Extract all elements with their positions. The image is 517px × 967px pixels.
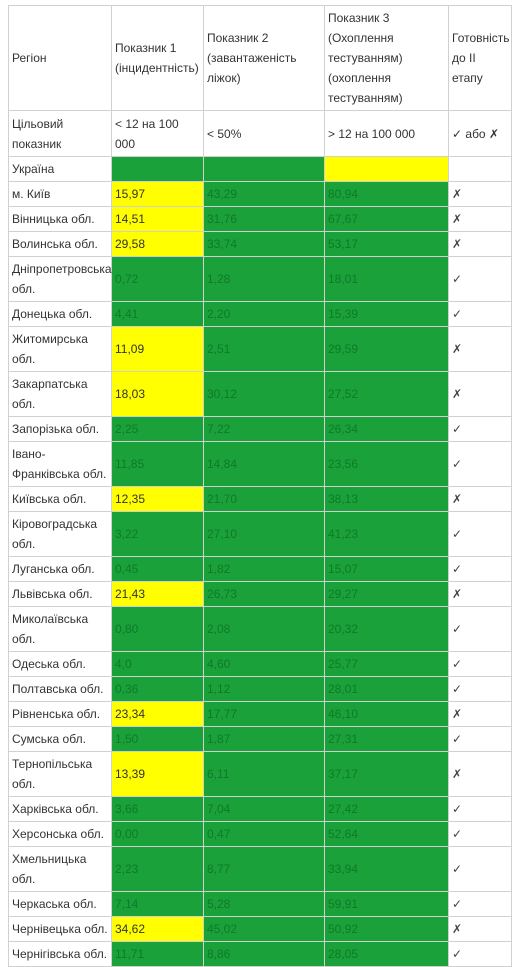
region-cell: Хмельницька обл. bbox=[9, 847, 112, 892]
region-cell: Одеська обл. bbox=[9, 652, 112, 677]
readiness-cell: ✗ bbox=[449, 702, 512, 727]
indicator-2-cell bbox=[204, 157, 325, 182]
region-cell: Волинська обл. bbox=[9, 232, 112, 257]
readiness-cell: ✓ bbox=[449, 677, 512, 702]
table-row bbox=[9, 582, 512, 607]
region-cell: Закарпатська обл. bbox=[9, 372, 112, 417]
indicator-1-cell: 4,41 bbox=[112, 302, 204, 327]
region-cell: Тернопільська обл. bbox=[9, 752, 112, 797]
readiness-cell: ✓ bbox=[449, 822, 512, 847]
indicator-2-cell: 45,02 bbox=[204, 917, 325, 942]
target-indicator-3: > 12 на 100 000 bbox=[325, 111, 449, 157]
indicator-3-cell: 29,59 bbox=[325, 327, 449, 372]
indicator-2-cell: 5,28 bbox=[204, 892, 325, 917]
header-row bbox=[9, 6, 512, 111]
indicator-1-cell: 3,22 bbox=[112, 512, 204, 557]
header-region: Регіон bbox=[9, 6, 112, 111]
table-body bbox=[9, 6, 512, 967]
indicator-1-cell: 11,85 bbox=[112, 442, 204, 487]
indicator-3-cell: 15,07 bbox=[325, 557, 449, 582]
indicator-1-cell: 18,03 bbox=[112, 372, 204, 417]
indicator-3-cell: 23,56 bbox=[325, 442, 449, 487]
target-indicator-1: < 12 на 100 000 bbox=[112, 111, 204, 157]
table-row bbox=[9, 727, 512, 752]
readiness-cell: ✓ bbox=[449, 942, 512, 967]
table-row bbox=[9, 892, 512, 917]
indicator-3-cell: 50,92 bbox=[325, 917, 449, 942]
readiness-cell: ✓ bbox=[449, 727, 512, 752]
indicator-3-cell: 59,91 bbox=[325, 892, 449, 917]
indicator-1-cell: 21,43 bbox=[112, 582, 204, 607]
header-readiness: Готовність до ІІ етапу bbox=[449, 6, 512, 111]
table-row bbox=[9, 327, 512, 372]
region-cell: Україна bbox=[9, 157, 112, 182]
table-row bbox=[9, 677, 512, 702]
table-row bbox=[9, 917, 512, 942]
table-row bbox=[9, 372, 512, 417]
readiness-cell: ✓ bbox=[449, 797, 512, 822]
indicator-3-cell: 27,52 bbox=[325, 372, 449, 417]
readiness-cell: ✓ bbox=[449, 892, 512, 917]
indicator-2-cell: 26,73 bbox=[204, 582, 325, 607]
table-row bbox=[9, 207, 512, 232]
indicator-3-cell: 26,34 bbox=[325, 417, 449, 442]
indicator-1-cell: 11,09 bbox=[112, 327, 204, 372]
indicator-3-cell: 38,13 bbox=[325, 487, 449, 512]
indicator-2-cell: 17,77 bbox=[204, 702, 325, 727]
table-row bbox=[9, 157, 512, 182]
readiness-cell: ✗ bbox=[449, 327, 512, 372]
readiness-cell: ✓ bbox=[449, 512, 512, 557]
indicator-1-cell: 2,25 bbox=[112, 417, 204, 442]
readiness-cell: ✗ bbox=[449, 487, 512, 512]
indicator-3-cell: 28,05 bbox=[325, 942, 449, 967]
indicator-3-cell: 80,94 bbox=[325, 182, 449, 207]
indicator-2-cell: 8,77 bbox=[204, 847, 325, 892]
table-row bbox=[9, 847, 512, 892]
table-row bbox=[9, 182, 512, 207]
readiness-cell: ✗ bbox=[449, 372, 512, 417]
indicator-1-cell: 34,62 bbox=[112, 917, 204, 942]
header-indicator-3: Показник 3 (Охоплення тестуванням) (охоплення тестуванням) bbox=[325, 6, 449, 111]
indicator-1-cell: 2,23 bbox=[112, 847, 204, 892]
readiness-cell bbox=[449, 157, 512, 182]
region-cell: Івано-Франківська обл. bbox=[9, 442, 112, 487]
indicator-2-cell: 6,11 bbox=[204, 752, 325, 797]
region-cell: Миколаївська обл. bbox=[9, 607, 112, 652]
indicator-3-cell: 37,17 bbox=[325, 752, 449, 797]
indicator-3-cell: 27,42 bbox=[325, 797, 449, 822]
indicator-2-cell: 30,12 bbox=[204, 372, 325, 417]
readiness-cell: ✓ bbox=[449, 652, 512, 677]
indicator-1-cell: 0,00 bbox=[112, 822, 204, 847]
indicator-1-cell: 4,0 bbox=[112, 652, 204, 677]
table-row bbox=[9, 257, 512, 302]
region-cell: Вінницька обл. bbox=[9, 207, 112, 232]
table-row bbox=[9, 417, 512, 442]
indicator-3-cell bbox=[325, 157, 449, 182]
indicator-2-cell: 33,74 bbox=[204, 232, 325, 257]
region-cell: Львівська обл. bbox=[9, 582, 112, 607]
readiness-cell: ✓ bbox=[449, 257, 512, 302]
indicator-2-cell: 1,12 bbox=[204, 677, 325, 702]
table-row bbox=[9, 942, 512, 967]
indicator-1-cell: 0,80 bbox=[112, 607, 204, 652]
indicator-2-cell: 31,76 bbox=[204, 207, 325, 232]
indicator-1-cell: 14,51 bbox=[112, 207, 204, 232]
region-cell: Донецька обл. bbox=[9, 302, 112, 327]
region-cell: Чернівецька обл. bbox=[9, 917, 112, 942]
target-label: Цільовий показник bbox=[9, 111, 112, 157]
region-cell: Сумська обл. bbox=[9, 727, 112, 752]
indicator-1-cell bbox=[112, 157, 204, 182]
region-cell: Полтавська обл. bbox=[9, 677, 112, 702]
table-row bbox=[9, 652, 512, 677]
indicator-1-cell: 12,35 bbox=[112, 487, 204, 512]
indicator-2-cell: 14,84 bbox=[204, 442, 325, 487]
indicator-3-cell: 18,01 bbox=[325, 257, 449, 302]
readiness-cell: ✗ bbox=[449, 182, 512, 207]
indicator-2-cell: 7,04 bbox=[204, 797, 325, 822]
table-row bbox=[9, 487, 512, 512]
table-row bbox=[9, 752, 512, 797]
region-cell: Херсонська обл. bbox=[9, 822, 112, 847]
readiness-cell: ✓ bbox=[449, 607, 512, 652]
indicator-1-cell: 23,34 bbox=[112, 702, 204, 727]
indicator-2-cell: 7,22 bbox=[204, 417, 325, 442]
indicator-2-cell: 1,82 bbox=[204, 557, 325, 582]
region-cell: Рівненська обл. bbox=[9, 702, 112, 727]
indicator-2-cell: 8,86 bbox=[204, 942, 325, 967]
target-readiness: ✓ або ✗ bbox=[449, 111, 512, 157]
indicator-3-cell: 52,64 bbox=[325, 822, 449, 847]
indicator-3-cell: 53,17 bbox=[325, 232, 449, 257]
indicator-3-cell: 33,94 bbox=[325, 847, 449, 892]
indicator-3-cell: 67,67 bbox=[325, 207, 449, 232]
indicator-2-cell: 2,51 bbox=[204, 327, 325, 372]
header-indicator-2: Показник 2 (завантаженість ліжок) bbox=[204, 6, 325, 111]
region-cell: Черкаська обл. bbox=[9, 892, 112, 917]
indicator-1-cell: 13,39 bbox=[112, 752, 204, 797]
region-cell: Чернігівська обл. bbox=[9, 942, 112, 967]
region-cell: Запорізька обл. bbox=[9, 417, 112, 442]
indicator-1-cell: 29,58 bbox=[112, 232, 204, 257]
table-row bbox=[9, 557, 512, 582]
indicator-1-cell: 0,36 bbox=[112, 677, 204, 702]
indicator-1-cell: 1,50 bbox=[112, 727, 204, 752]
table-row bbox=[9, 607, 512, 652]
readiness-cell: ✓ bbox=[449, 417, 512, 442]
table-row bbox=[9, 702, 512, 727]
readiness-cell: ✓ bbox=[449, 557, 512, 582]
table-row bbox=[9, 822, 512, 847]
indicator-3-cell: 46,10 bbox=[325, 702, 449, 727]
region-cell: Дніпропетровська обл. bbox=[9, 257, 112, 302]
indicator-1-cell: 11,71 bbox=[112, 942, 204, 967]
indicator-1-cell: 3,66 bbox=[112, 797, 204, 822]
readiness-cell: ✗ bbox=[449, 207, 512, 232]
readiness-cell: ✗ bbox=[449, 752, 512, 797]
table-row bbox=[9, 442, 512, 487]
indicator-2-cell: 2,08 bbox=[204, 607, 325, 652]
readiness-cell: ✗ bbox=[449, 232, 512, 257]
indicator-3-cell: 25,77 bbox=[325, 652, 449, 677]
readiness-cell: ✓ bbox=[449, 442, 512, 487]
indicator-3-cell: 20,32 bbox=[325, 607, 449, 652]
region-cell: Кіровоградська обл. bbox=[9, 512, 112, 557]
table-row bbox=[9, 232, 512, 257]
header-indicator-1: Показник 1 (інцидентність) bbox=[112, 6, 204, 111]
indicator-2-cell: 27,10 bbox=[204, 512, 325, 557]
indicator-3-cell: 15,39 bbox=[325, 302, 449, 327]
indicator-1-cell: 7,14 bbox=[112, 892, 204, 917]
indicator-2-cell: 0,47 bbox=[204, 822, 325, 847]
indicator-2-cell: 1,87 bbox=[204, 727, 325, 752]
readiness-cell: ✗ bbox=[449, 917, 512, 942]
region-cell: м. Київ bbox=[9, 182, 112, 207]
indicator-2-cell: 2,20 bbox=[204, 302, 325, 327]
target-indicator-2: < 50% bbox=[204, 111, 325, 157]
indicator-3-cell: 41,23 bbox=[325, 512, 449, 557]
indicator-3-cell: 28,01 bbox=[325, 677, 449, 702]
region-cell: Луганська обл. bbox=[9, 557, 112, 582]
indicator-1-cell: 0,72 bbox=[112, 257, 204, 302]
region-cell: Житомирська обл. bbox=[9, 327, 112, 372]
indicator-2-cell: 4,60 bbox=[204, 652, 325, 677]
table-row bbox=[9, 302, 512, 327]
region-cell: Київська обл. bbox=[9, 487, 112, 512]
indicator-2-cell: 21,70 bbox=[204, 487, 325, 512]
indicator-3-cell: 27,31 bbox=[325, 727, 449, 752]
indicator-2-cell: 1,28 bbox=[204, 257, 325, 302]
indicator-2-cell: 43,29 bbox=[204, 182, 325, 207]
region-cell: Харківська обл. bbox=[9, 797, 112, 822]
table-row bbox=[9, 512, 512, 557]
readiness-cell: ✓ bbox=[449, 847, 512, 892]
indicator-3-cell: 29,27 bbox=[325, 582, 449, 607]
target-row bbox=[9, 111, 512, 157]
readiness-table bbox=[8, 5, 512, 967]
table-row bbox=[9, 797, 512, 822]
indicator-1-cell: 0,45 bbox=[112, 557, 204, 582]
readiness-cell: ✗ bbox=[449, 582, 512, 607]
readiness-cell: ✓ bbox=[449, 302, 512, 327]
indicator-1-cell: 15,97 bbox=[112, 182, 204, 207]
